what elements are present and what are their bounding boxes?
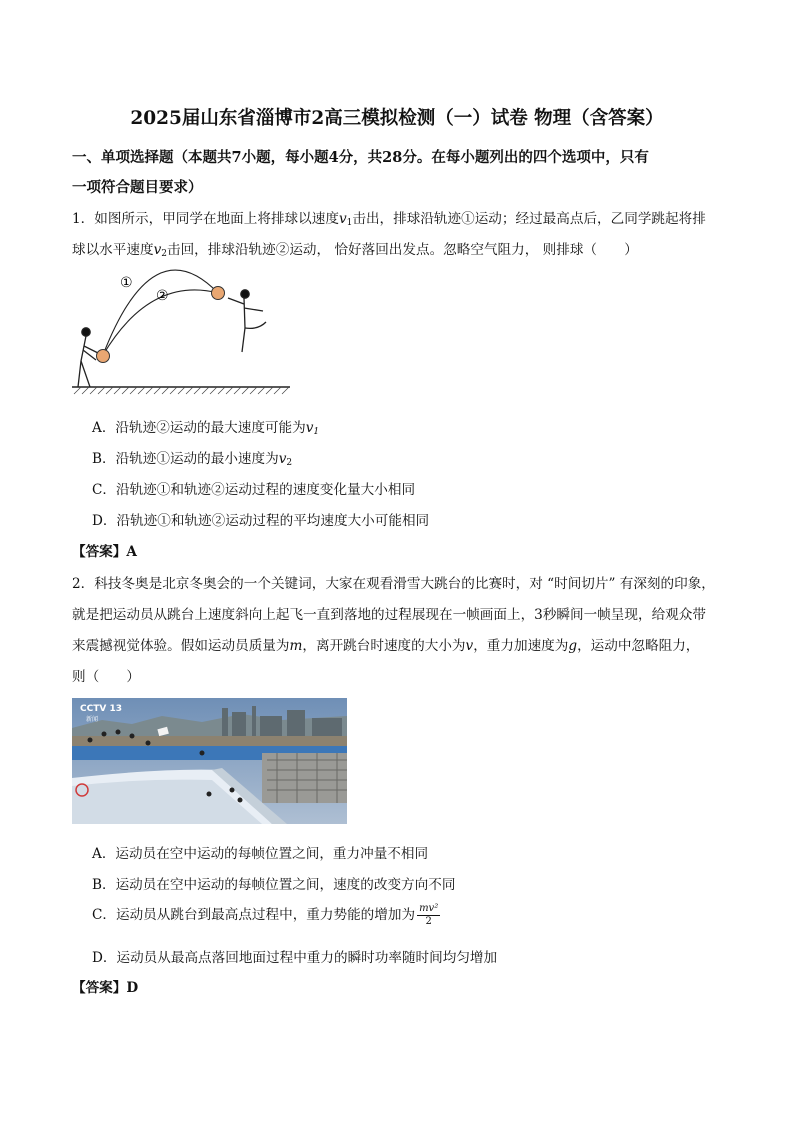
q2-stem-text-b: ，离开跳台时速度的大小为 — [302, 638, 466, 654]
q1-option-a-text: A．沿轨迹②运动的最大速度可能为 — [92, 420, 306, 436]
tv-channel-sublogo: 新闻 — [86, 716, 99, 723]
section-heading-line1: 一、单项选择题（本题共7小题，每小题4分，共28分。在每小题列出的四个选项中，只有 — [72, 149, 649, 166]
v1-subscript: 1 — [346, 218, 353, 228]
volleyball-trajectory-figure — [68, 266, 298, 396]
q1-option-d[interactable]: D．沿轨迹①和轨迹②运动过程的平均速度大小可能相同 — [92, 513, 430, 529]
q2-stem-line3 — [72, 634, 699, 654]
v2-symbol: v — [153, 242, 162, 258]
q2-option-a[interactable]: A．运动员在空中运动的每帧位置之间，重力冲量不相同 — [92, 846, 429, 862]
q2-option-b[interactable]: B．运动员在空中运动的每帧位置之间，速度的改变方向不同 — [92, 877, 456, 893]
ski-jump-photo — [72, 698, 347, 824]
document-title: 2025届山东省淄博市2高三模拟检测（一）试卷 物理（含答案） — [130, 108, 664, 129]
q1-option-b-symbol: v — [278, 451, 287, 467]
q1-option-b-text: B．沿轨迹①运动的最小速度为 — [92, 451, 279, 467]
velocity-symbol: v — [465, 638, 474, 654]
q1-option-a-symbol: v — [305, 420, 314, 436]
q1-option-c[interactable]: C．沿轨迹①和轨迹②运动过程的速度变化量大小相同 — [92, 482, 416, 498]
q1-stem-text-b: 击出，排球沿轨迹①运动；经过最高点后，乙同学跳起将排 — [352, 211, 706, 227]
q1-stem-text-a: 1．如图所示，甲同学在地面上将排球以速度 — [72, 211, 339, 227]
volleyball-start — [97, 350, 110, 363]
q2-option-c[interactable] — [92, 903, 440, 928]
volleyball-top — [212, 287, 225, 300]
q2-stem-text-d: ，运动中忽略阻力， — [577, 638, 700, 654]
q2-stem-text-a: 来震撼视觉体验。假如运动员质量为 — [72, 638, 290, 654]
gravity-symbol: g — [568, 638, 578, 654]
q2-answer: 【答案】D — [72, 980, 139, 996]
q2-option-d[interactable]: D．运动员从最高点落回地面过程中重力的瞬时功率随时间均匀增加 — [92, 950, 498, 966]
trajectory-label-1: ① — [120, 275, 133, 291]
section-heading-line2: 一项符合题目要求） — [72, 179, 203, 196]
student-b-figure — [228, 290, 266, 352]
mass-symbol: m — [289, 638, 303, 654]
v1-symbol: v — [338, 211, 347, 227]
q1-stem-line1 — [72, 207, 706, 228]
ground-hatching — [74, 387, 289, 394]
q2-option-c-text: C．运动员从跳台到最高点过程中，重力势能的增加为 — [92, 907, 416, 923]
trajectory-label-2: ② — [156, 288, 169, 304]
fraction-numerator: mv² — [419, 903, 439, 914]
q2-stem-line4: 则（ ） — [72, 669, 140, 685]
tv-channel-logo: CCTV 13 — [80, 704, 122, 714]
q1-stem-text-d: 击回，排球沿轨迹②运动， 恰好落回出发点。忽略空气阻力， 则排球（ ） — [166, 242, 638, 258]
q1-stem-line2 — [72, 238, 638, 259]
q1-option-a-subscript: 1 — [313, 427, 320, 437]
q1-stem-text-c: 球以水平速度 — [72, 242, 154, 258]
potential-energy-fraction — [417, 903, 440, 928]
v2-subscript: 2 — [161, 249, 167, 259]
q2-stem-line1: 2．科技冬奥是北京冬奥会的一个关键词，大家在观看滑雪大跳台的比赛时，对 “时间切片” 有深刻的印象， — [72, 576, 715, 592]
q2-stem-line2: 就是把运动员从跳台上速度斜向上起飞一直到落地的过程展现在一帧画面上，3秒瞬间一帧呈现，给观众带 — [72, 607, 706, 623]
fraction-denominator: 2 — [425, 916, 432, 927]
q1-option-a[interactable] — [92, 416, 319, 437]
q1-option-b-subscript: 2 — [286, 458, 293, 468]
q1-option-b[interactable] — [92, 447, 292, 468]
q1-answer: 【答案】A — [72, 544, 137, 560]
q2-stem-text-c: ，重力加速度为 — [473, 638, 569, 654]
